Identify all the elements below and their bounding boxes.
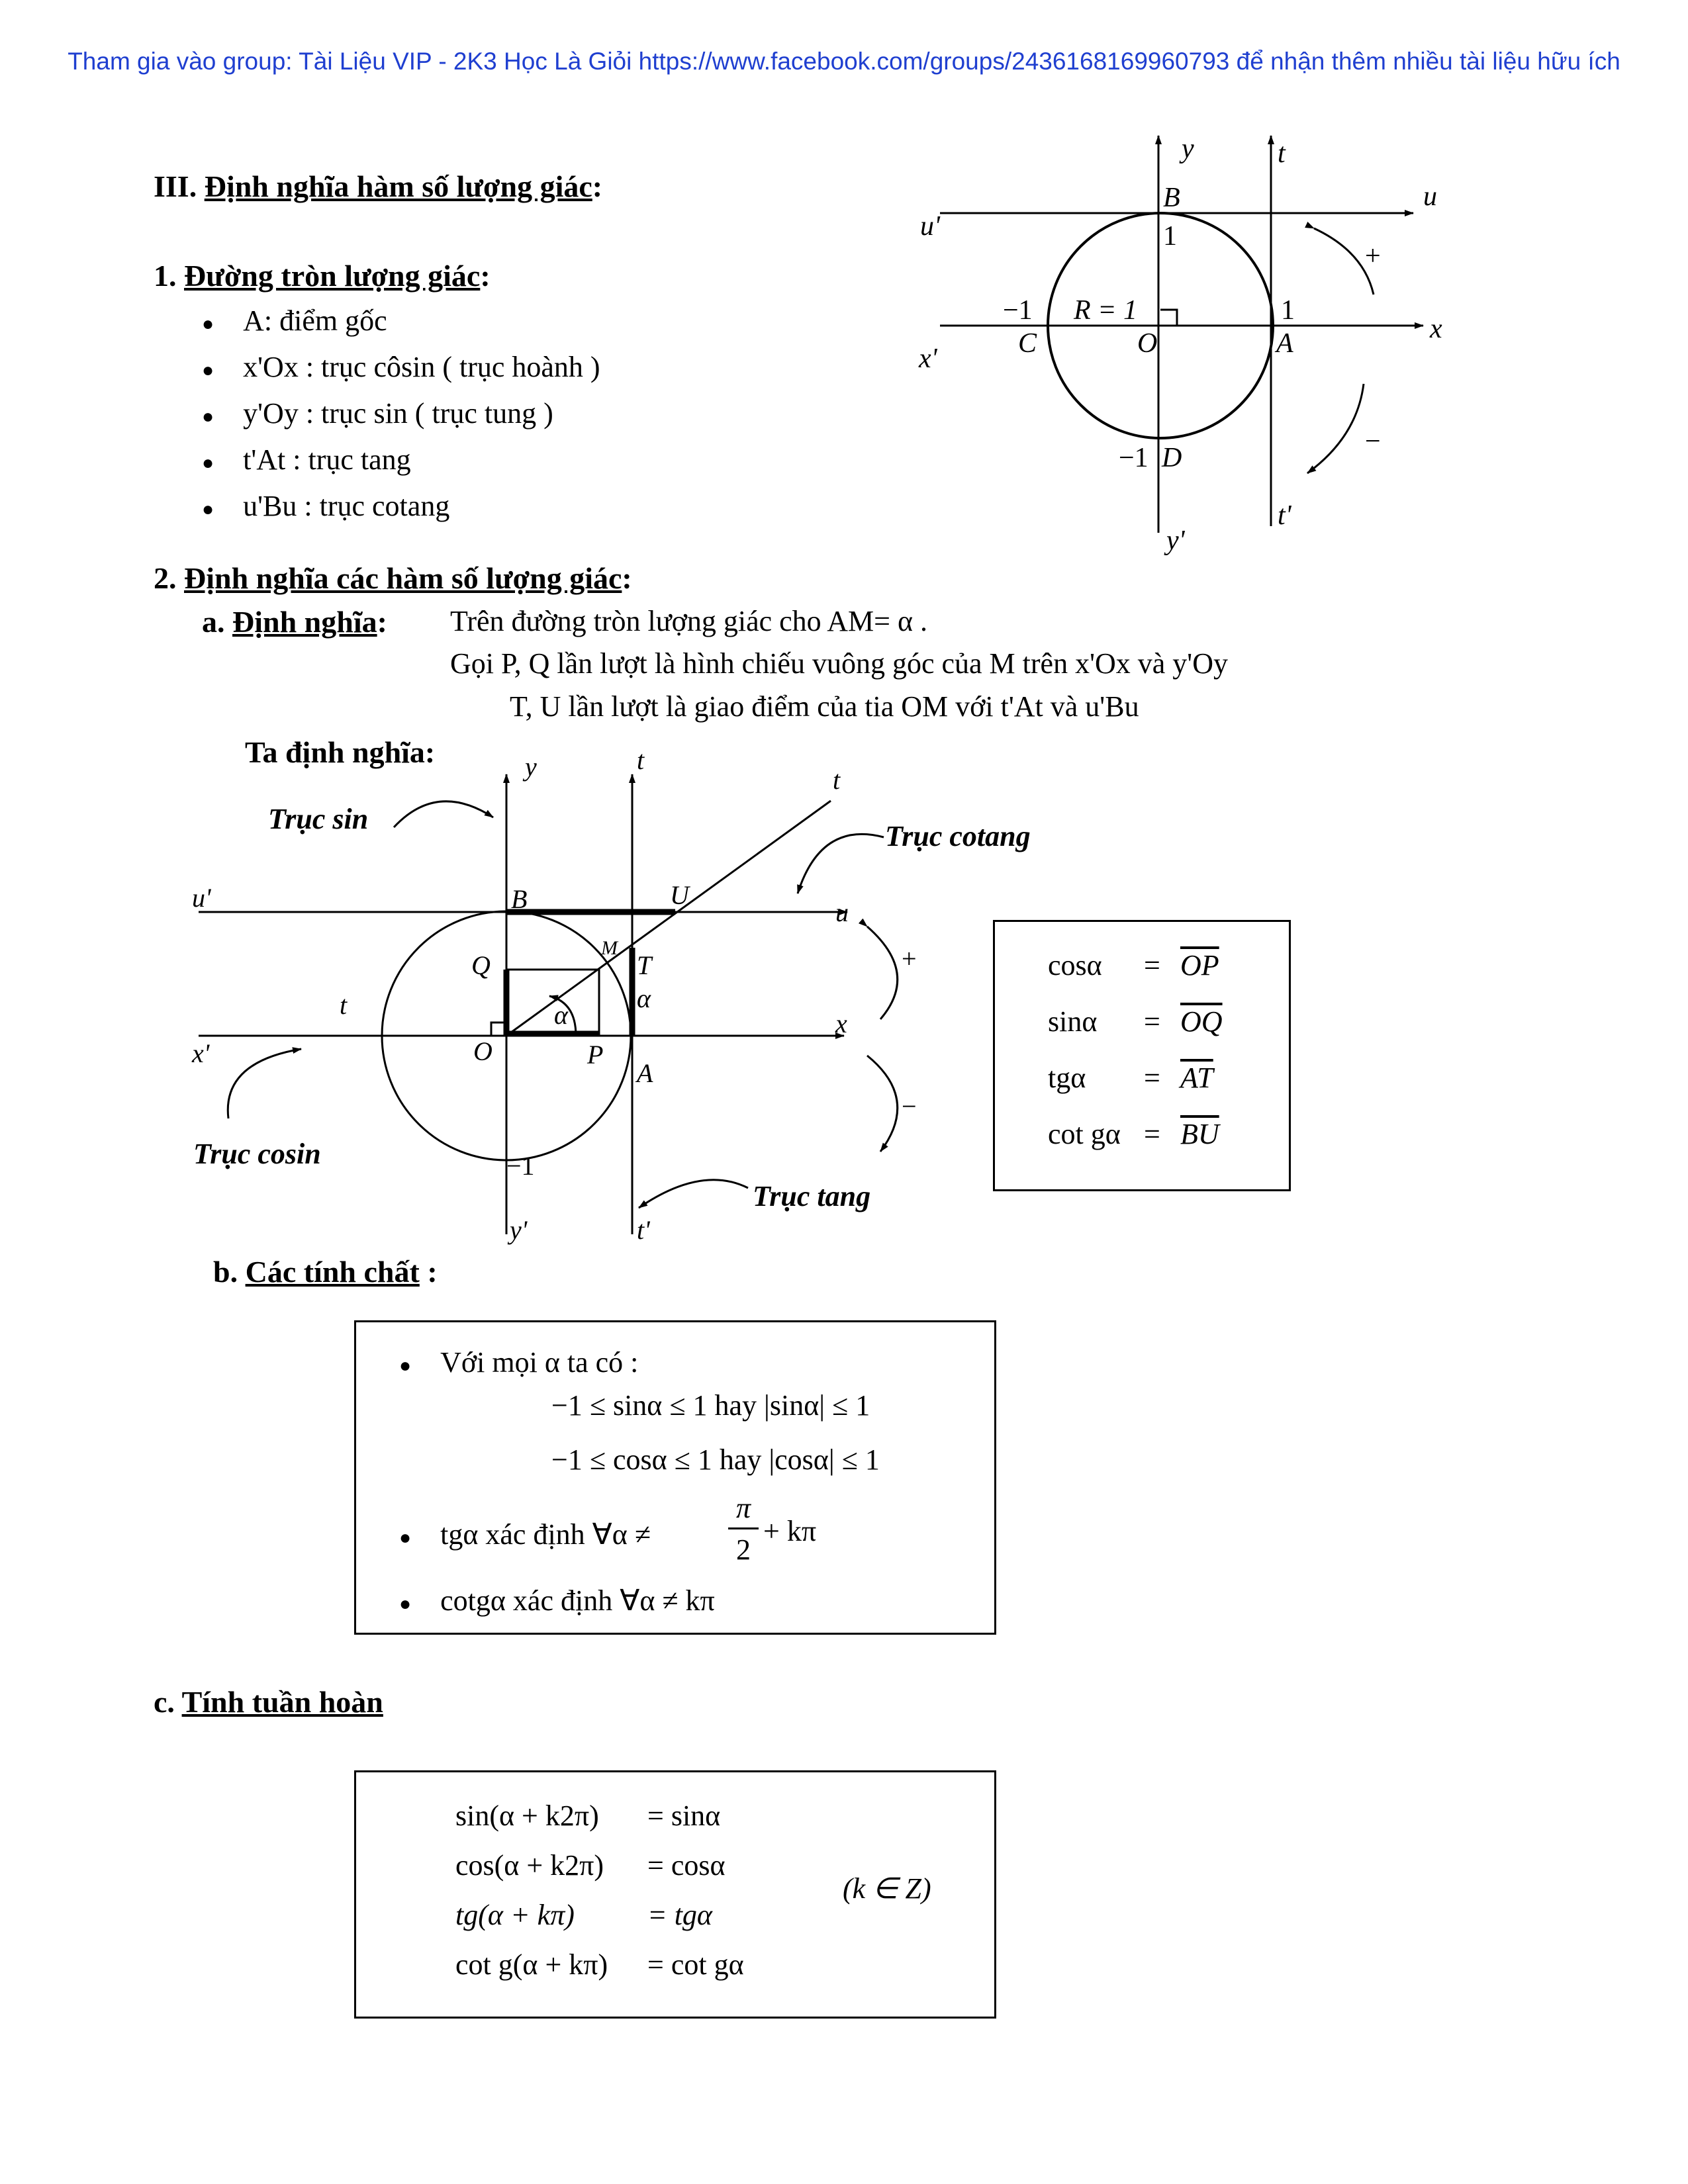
subsection-2-colon: : bbox=[622, 561, 632, 595]
negative-direction-arrow bbox=[867, 1056, 898, 1152]
overline-OQ: $\overline{OQ}$ bbox=[1180, 1005, 1223, 1038]
label-M: M bbox=[601, 937, 618, 959]
label-u-prime: u' bbox=[192, 883, 211, 913]
periodic-rhs: = tgα bbox=[647, 1899, 713, 1931]
label-neg1-left: −1 bbox=[1003, 295, 1033, 326]
periodic-rhs: = cosα bbox=[647, 1849, 726, 1882]
ta-dinh-nghia-label: Ta định nghĩa: bbox=[245, 735, 436, 769]
overline-BU: $\overline{BU}$ bbox=[1180, 1118, 1219, 1150]
fraction-bar bbox=[728, 1527, 759, 1529]
list-item-text: x'Ox : trục côsin ( trục hoành ) bbox=[243, 351, 600, 383]
label-y: y bbox=[525, 752, 537, 782]
subsection-1-heading bbox=[154, 258, 491, 293]
property-3 bbox=[399, 1584, 715, 1617]
label-radius: R = 1 bbox=[1074, 295, 1137, 326]
header-banner[interactable]: Tham gia vào group: Tài Liệu VIP - 2K3 Học Là Giỏi https://www.facebook.com/groups/2436168169960793 để nhận thêm nhiều tài liệu hữu ích bbox=[68, 48, 1620, 75]
property-2-suffix: + kπ bbox=[763, 1515, 817, 1547]
label-u: u bbox=[1423, 181, 1437, 212]
definition-function: sinα bbox=[1048, 1005, 1098, 1038]
bullet-icon: ● bbox=[202, 313, 214, 335]
definition-equals: = bbox=[1144, 1005, 1160, 1038]
periodic-lhs: cos(α + k2π) bbox=[455, 1849, 604, 1882]
section-title: Định nghĩa hàm số lượng giác bbox=[204, 169, 592, 203]
tang-axis-callout-arrow bbox=[639, 1180, 748, 1208]
list-item-text: A: điểm gốc bbox=[243, 304, 387, 337]
label-U: U bbox=[670, 880, 689, 910]
subsection-1-colon: : bbox=[480, 259, 491, 293]
definition-function: tgα bbox=[1048, 1062, 1086, 1094]
periodic-lhs: tg(α + kπ) bbox=[455, 1899, 575, 1931]
list-item bbox=[202, 438, 600, 484]
definition-label: a. bbox=[202, 605, 225, 639]
label-A: A bbox=[1276, 328, 1293, 359]
property-1-text: Với mọi α ta có : bbox=[440, 1346, 639, 1379]
label-plus: + bbox=[902, 944, 917, 974]
label-t-diagonal: t bbox=[833, 765, 841, 795]
label-alpha-angle: α bbox=[554, 1000, 568, 1030]
section-heading bbox=[154, 169, 602, 204]
label-D: D bbox=[1162, 443, 1182, 473]
list-item bbox=[202, 345, 600, 392]
label-one-right: 1 bbox=[1281, 295, 1295, 326]
subsection-2-heading bbox=[154, 561, 632, 596]
positive-direction-arrow bbox=[867, 927, 898, 1019]
bullet-icon: ● bbox=[202, 359, 214, 381]
definition-function: cot gα bbox=[1048, 1118, 1121, 1150]
axis-list bbox=[202, 299, 600, 531]
list-item-text: y'Oy : trục sin ( trục tung ) bbox=[243, 397, 553, 430]
label-minus: − bbox=[902, 1091, 917, 1121]
overline-OP: $\overline{OP}$ bbox=[1180, 949, 1219, 981]
list-item bbox=[202, 392, 600, 438]
unit-circle-figure bbox=[887, 126, 1483, 563]
label-A: A bbox=[637, 1058, 653, 1088]
label-O: O bbox=[473, 1036, 492, 1066]
list-item-text: t'At : trục tang bbox=[243, 443, 411, 476]
property-2-text: tgα xác định ∀α ≠ bbox=[440, 1518, 651, 1551]
label-x: x bbox=[1430, 314, 1442, 344]
label-u: u bbox=[835, 897, 849, 927]
bullet-icon: ● bbox=[399, 1527, 412, 1549]
periodic-rhs: = cot gα bbox=[647, 1948, 744, 1981]
label-x-prime: x' bbox=[919, 343, 937, 374]
label-truc-sin: Trục sin bbox=[268, 803, 369, 835]
periodicity-label: c. bbox=[154, 1685, 175, 1719]
trig-definition-figure bbox=[179, 741, 1072, 1257]
right-angle-mark bbox=[1160, 310, 1177, 326]
label-t: t bbox=[637, 745, 645, 775]
label-C: C bbox=[1018, 328, 1037, 359]
properties-heading bbox=[213, 1254, 438, 1289]
subsection-2-title: Định nghĩa các hàm số lượng giác bbox=[184, 561, 622, 595]
cosin-axis-callout-arrow bbox=[228, 1049, 301, 1118]
properties-box bbox=[354, 1320, 996, 1635]
label-x-prime: x' bbox=[192, 1038, 210, 1068]
negative-direction-arrow bbox=[1307, 384, 1364, 473]
label-t-left: t bbox=[340, 990, 348, 1020]
list-item bbox=[202, 299, 600, 345]
bullet-icon: ● bbox=[202, 452, 214, 474]
cos-bound: −1 ≤ cosα ≤ 1 hay |cosα| ≤ 1 bbox=[551, 1443, 880, 1476]
periodicity-title: Tính tuần hoàn bbox=[181, 1685, 383, 1719]
label-truc-cosin: Trục cosin bbox=[193, 1138, 321, 1170]
definitions-box bbox=[993, 920, 1291, 1191]
overline-AT: $\overline{AT}$ bbox=[1180, 1062, 1213, 1094]
label-one-top: 1 bbox=[1163, 221, 1177, 251]
label-O: O bbox=[1137, 328, 1158, 359]
label-T: T bbox=[637, 950, 652, 980]
fraction-denominator: 2 bbox=[736, 1533, 751, 1566]
bullet-icon: ● bbox=[202, 406, 214, 428]
periodicity-heading bbox=[154, 1684, 383, 1719]
label-alpha-tangent: α bbox=[637, 983, 651, 1013]
subsection-1-title: Đường tròn lượng giác bbox=[184, 259, 481, 293]
definition-row bbox=[1048, 948, 1102, 982]
label-Q: Q bbox=[471, 950, 491, 980]
subsection-2-number: 2. bbox=[154, 561, 177, 595]
definition-title: Định nghĩa bbox=[232, 605, 377, 639]
list-item bbox=[202, 484, 600, 531]
bullet-icon: ● bbox=[202, 498, 214, 520]
label-t: t bbox=[1278, 138, 1286, 169]
definition-colon: : bbox=[377, 605, 387, 639]
definition-value bbox=[1180, 1005, 1223, 1038]
definition-equals: = bbox=[1144, 949, 1160, 981]
label-y: y bbox=[1182, 134, 1194, 164]
property-3-text: cotgα xác định ∀α ≠ kπ bbox=[440, 1584, 715, 1617]
definition-heading bbox=[202, 604, 387, 639]
section-colon: : bbox=[592, 169, 603, 203]
label-plus: + bbox=[1365, 241, 1381, 271]
definition-value bbox=[1180, 948, 1219, 982]
property-1 bbox=[399, 1345, 638, 1379]
sin-bound: −1 ≤ sinα ≤ 1 hay |sinα| ≤ 1 bbox=[551, 1389, 870, 1422]
sin-axis-callout-arrow bbox=[394, 801, 493, 827]
label-P: P bbox=[587, 1040, 604, 1069]
properties-title: Các tính chất bbox=[245, 1255, 420, 1289]
definition-equals: = bbox=[1144, 1062, 1160, 1094]
label-truc-tang: Trục tang bbox=[753, 1180, 871, 1212]
subsection-1-number: 1. bbox=[154, 259, 177, 293]
definition-value bbox=[1180, 1117, 1219, 1151]
definition-value bbox=[1180, 1061, 1213, 1095]
label-truc-cotang: Trục cotang bbox=[885, 820, 1031, 852]
fraction-numerator: π bbox=[735, 1492, 751, 1524]
label-B: B bbox=[1163, 183, 1180, 213]
label-minus: − bbox=[1365, 426, 1381, 457]
label-u-prime: u' bbox=[920, 211, 940, 242]
definition-line-1: Trên đường tròn lượng giác cho AM= α . bbox=[450, 605, 927, 637]
bullet-icon: ● bbox=[399, 1355, 412, 1377]
properties-colon: : bbox=[427, 1255, 438, 1289]
bullet-icon: ● bbox=[399, 1593, 412, 1615]
label-t-prime: t' bbox=[1278, 500, 1291, 531]
definition-line-3: T, U lần lượt là giao điểm của tia OM với t'At và u'Bu bbox=[510, 690, 1139, 723]
label-t-prime: t' bbox=[637, 1215, 650, 1245]
periodic-rhs: = sinα bbox=[647, 1799, 721, 1832]
label-x: x bbox=[835, 1009, 847, 1038]
periodicity-box bbox=[354, 1770, 996, 2019]
label-neg1-bottom: −1 bbox=[1119, 443, 1149, 473]
definition-equals: = bbox=[1144, 1118, 1160, 1150]
integer-condition: (k ∈ Z) bbox=[843, 1872, 931, 1905]
label-B: B bbox=[511, 884, 528, 914]
label-neg1: −1 bbox=[506, 1151, 535, 1181]
property-2 bbox=[399, 1518, 651, 1551]
periodic-lhs: sin(α + k2π) bbox=[455, 1799, 599, 1832]
cotang-axis-callout-arrow bbox=[798, 834, 884, 893]
label-y-prime: y' bbox=[510, 1215, 528, 1245]
section-number: III. bbox=[154, 169, 197, 203]
list-item-text: u'Bu : trục cotang bbox=[243, 490, 450, 522]
label-y-prime: y' bbox=[1166, 525, 1185, 556]
definition-line-2: Gọi P, Q lần lượt là hình chiếu vuông góc của M trên x'Ox và y'Oy bbox=[450, 647, 1229, 680]
periodic-lhs: cot g(α + kπ) bbox=[455, 1948, 608, 1981]
properties-label: b. bbox=[213, 1255, 238, 1289]
definition-function: cosα bbox=[1048, 949, 1102, 981]
